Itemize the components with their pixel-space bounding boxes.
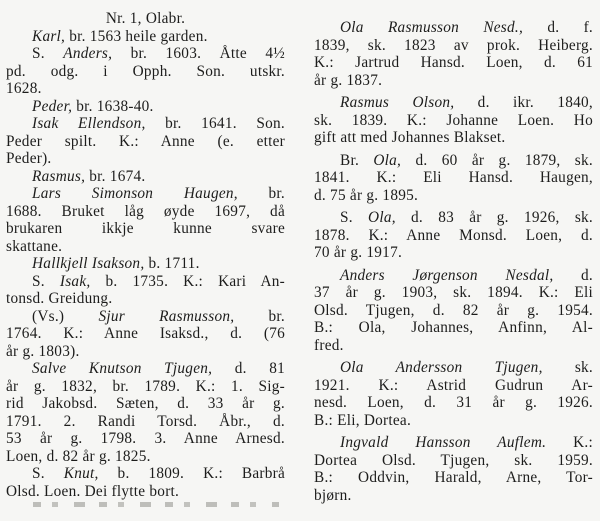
text-segment: d. 75 år g. 1895. <box>314 186 419 204</box>
text-line <box>6 80 285 98</box>
text-segment: d. 83 år g. 1926, sk. <box>395 209 593 226</box>
text-segment: fred. <box>314 336 344 354</box>
text-segment: br. 1603. Åtte 4½ <box>112 45 285 62</box>
text-segment: Loen, d. 82 år g. 1825. <box>6 447 151 465</box>
text-segment: bjørn. <box>314 486 352 504</box>
text-line <box>314 434 593 452</box>
text-segment: br. <box>237 185 285 202</box>
text-line <box>6 185 285 203</box>
entry-paragraph <box>6 273 285 308</box>
text-line <box>314 487 593 505</box>
text-segment: gift att med Johannes Blakset. <box>314 129 506 146</box>
person-name: Sjur Rasmusson, <box>98 307 235 325</box>
text-segment: 70 år g. 1917. <box>314 244 403 261</box>
text-segment: K.: <box>546 434 593 451</box>
text-segment: 1628. <box>6 80 42 97</box>
person-name: Rasmus, <box>32 167 86 185</box>
entry-paragraph <box>6 98 285 116</box>
text-segment: B.: Eli, Dortea. <box>314 411 412 429</box>
entry-paragraph <box>6 308 285 361</box>
text-segment: K.: Jartrud Hansd. Loen, d. 61 <box>314 54 593 71</box>
entry-heading <box>6 10 285 28</box>
text-segment: 1688. Bruket låg øyde 1697, då <box>6 202 285 220</box>
text-segment: br. 1641. Son. <box>145 115 285 132</box>
text-segment: b. 1809. K.: Barbrå <box>98 465 285 482</box>
person-name: Ingvald Hansson Auflem. <box>340 434 547 451</box>
text-line <box>314 112 593 130</box>
clipped-text-fragments <box>33 502 279 507</box>
entry-paragraph <box>6 115 285 168</box>
text-line <box>6 10 285 28</box>
text-line <box>6 395 285 413</box>
text-segment: rid Jakobsd. Sæten, d. 33 år g. <box>6 395 285 412</box>
text-segment: d. ikr. 1840, <box>454 94 593 111</box>
text-line <box>314 412 593 430</box>
entry-paragraph <box>314 19 593 89</box>
text-line <box>6 150 285 168</box>
text-line <box>6 360 285 378</box>
text-line <box>314 337 593 355</box>
person-name: Isak Ellendson, <box>32 115 146 132</box>
person-name: Ola Rasmusson Nesd., <box>340 19 524 36</box>
text-segment: b. 1711. <box>144 255 200 272</box>
text-segment: S. <box>32 272 60 290</box>
person-name: Rasmus Olson, <box>340 94 455 111</box>
person-name: Ola, <box>373 151 402 169</box>
person-name: Lars Simonson Haugen, <box>32 185 238 202</box>
text-line <box>6 343 285 361</box>
entry-paragraph <box>314 94 593 147</box>
person-name: Isak, <box>59 272 91 290</box>
text-line <box>314 72 593 90</box>
person-name: Hallkjell Isakson, <box>32 255 145 272</box>
text-line <box>314 452 593 470</box>
text-line <box>314 377 593 395</box>
text-line <box>314 37 593 55</box>
text-segment: Peder). <box>6 150 52 167</box>
text-segment: 1921. K.: Astrid Gudrun Ar- <box>314 376 593 394</box>
entry-paragraph <box>314 267 593 355</box>
person-name: Ola Andersson Tjugen, <box>340 359 543 376</box>
text-segment: Olsd. Tjugen, d. 82 år g. 1954. <box>314 301 593 319</box>
entry-paragraph <box>6 465 285 500</box>
text-segment: B.: Ola, Johannes, Anfinn, Al- <box>314 319 593 336</box>
text-line <box>314 54 593 72</box>
text-segment: 53 år g. 1798. 3. Anne Arnesd. <box>6 430 285 447</box>
text-column-right <box>314 10 593 521</box>
text-segment: Peder spilt. K.: Anne (e. etter <box>6 132 285 150</box>
entry-paragraph <box>6 45 285 98</box>
text-line <box>314 227 593 245</box>
person-name: Peder, <box>32 97 73 115</box>
text-line <box>6 45 285 63</box>
text-line <box>6 63 285 81</box>
person-name: Salve Knutson Tjugen, <box>32 360 213 377</box>
person-name: Ola, <box>368 209 396 226</box>
text-line <box>6 98 285 116</box>
text-segment: Nr. 1, Olabr. <box>105 10 186 27</box>
text-segment: (Vs.) <box>32 307 99 325</box>
text-segment: nesd. Loen, d. 31 år g. 1926. <box>314 394 593 411</box>
text-line <box>314 319 593 337</box>
text-line <box>6 133 285 151</box>
text-line <box>6 308 285 326</box>
entry-paragraph <box>6 255 285 273</box>
entry-paragraph <box>6 360 285 465</box>
text-line <box>6 168 285 186</box>
text-line <box>314 284 593 302</box>
text-segment: sk. <box>542 359 593 376</box>
text-line <box>6 448 285 466</box>
text-segment: d. 60 år g. 1879, sk. <box>401 151 593 169</box>
text-segment: d. f. <box>523 19 593 36</box>
text-line <box>6 290 285 308</box>
text-segment: br. <box>234 307 285 325</box>
text-segment: år g. 1837. <box>314 71 383 89</box>
text-segment: brukaren ikkje kunne svare <box>6 220 285 237</box>
text-line <box>6 220 285 238</box>
text-line <box>6 28 285 46</box>
text-segment: 1791. 2. Randi Torsd. Åbr., d. <box>6 412 285 430</box>
text-line <box>314 152 593 170</box>
text-line <box>314 394 593 412</box>
text-line <box>314 244 593 262</box>
text-segment: Dortea Olsd. Tjugen, sk. 1959. <box>314 451 593 469</box>
text-line <box>6 255 285 273</box>
person-name: Anders, <box>63 45 113 62</box>
entry-paragraph <box>314 359 593 429</box>
entry-paragraph <box>6 28 285 46</box>
text-line <box>314 169 593 187</box>
entry-paragraph <box>6 168 285 186</box>
text-line <box>314 359 593 377</box>
text-segment: br. 1638-40. <box>72 97 154 115</box>
text-segment: 37 år g. 1903, sk. 1894. K.: Eli <box>314 284 593 301</box>
text-line <box>314 94 593 112</box>
text-segment: S. <box>32 45 64 62</box>
text-line <box>6 430 285 448</box>
text-column-left <box>6 10 285 521</box>
text-segment: pd. odg. i Opph. Son. utskr. <box>6 62 285 80</box>
text-segment: b. 1735. K.: Kari An- <box>90 272 285 290</box>
text-line <box>314 187 593 205</box>
text-line <box>6 238 285 256</box>
text-segment: tonsd. Greidung. <box>6 290 113 307</box>
text-segment: Br. <box>340 151 374 169</box>
text-segment: sk. 1839. K.: Johanne Loen. Ho <box>314 111 593 129</box>
person-name: Anders Jørgenson Nesdal, <box>340 266 554 284</box>
text-segment: d. <box>553 266 593 284</box>
text-line <box>314 129 593 147</box>
text-segment: br. 1674. <box>85 167 146 185</box>
text-line <box>6 273 285 291</box>
text-segment: S. <box>32 465 64 482</box>
text-segment: år g. 1803). <box>6 342 80 360</box>
person-name: Karl, <box>32 27 66 45</box>
entry-paragraph <box>6 185 285 255</box>
text-segment: 1839, sk. 1823 av prok. Heiberg. <box>314 36 593 54</box>
text-segment: skattane. <box>6 237 63 255</box>
text-line <box>314 469 593 487</box>
person-name: Knut, <box>63 465 99 482</box>
text-line <box>314 267 593 285</box>
text-line <box>314 19 593 37</box>
text-line <box>314 302 593 320</box>
text-line <box>314 209 593 227</box>
entry-paragraph <box>314 434 593 504</box>
text-segment: 1878. K.: Anne Monsd. Loen, d. <box>314 226 593 244</box>
text-line <box>6 483 285 501</box>
text-segment: S. <box>340 209 369 226</box>
text-segment: Olsd. Loen. Dei flytte bort. <box>6 482 180 500</box>
text-segment: B.: Oddvin, Harald, Arne, Tor- <box>314 469 593 486</box>
text-line <box>6 203 285 221</box>
entry-paragraph <box>314 209 593 262</box>
text-segment: år g. 1832, br. 1789. K.: 1. Sig- <box>6 377 285 395</box>
text-line <box>6 325 285 343</box>
entry-paragraph <box>314 152 593 205</box>
text-line <box>6 115 285 133</box>
text-segment: d. 81 <box>212 360 285 377</box>
text-line <box>6 413 285 431</box>
text-line <box>6 378 285 396</box>
text-line <box>6 465 285 483</box>
text-segment: br. 1563 heile garden. <box>65 27 208 45</box>
text-segment: 1841. K.: Eli Hansd. Haugen, <box>314 169 593 186</box>
text-segment: 1764. K.: Anne Isaksd., d. (76 <box>6 325 285 342</box>
